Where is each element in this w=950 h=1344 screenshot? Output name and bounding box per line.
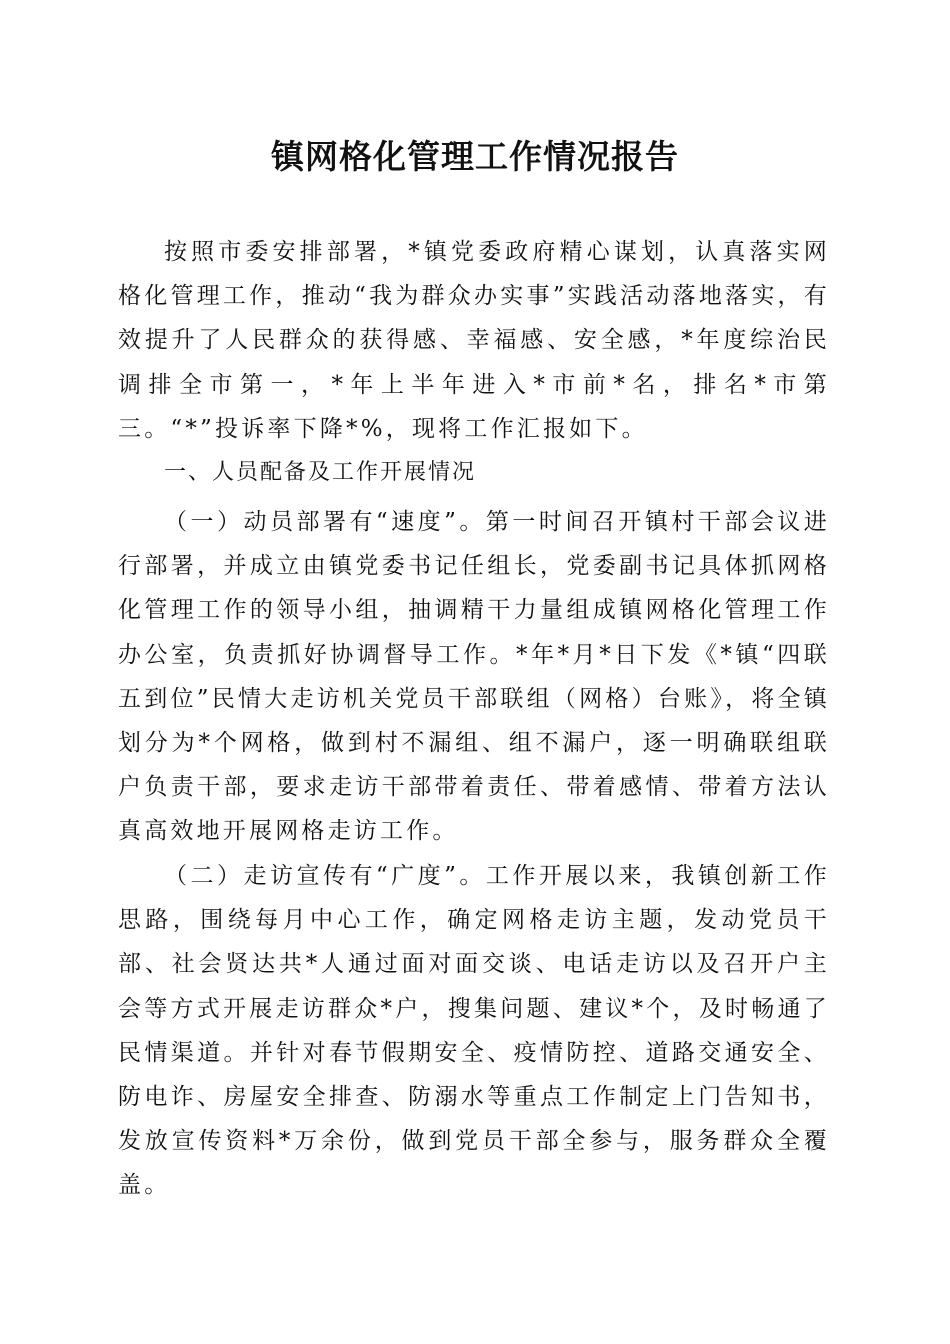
intro-paragraph: 按照市委安排部署，*镇党委政府精心谋划，认真落实网格化管理工作，推动“我为群众办实事”实践活动落地落实，有效提升了人民群众的获得感、幸福感、安全感，*年度综治民调排全市第一，*年上半年进入*市前*名，排名*市第三。“*”投诉率下降*%，现将工作汇报如下。 xyxy=(118,239,830,442)
section-heading-block xyxy=(118,451,830,495)
subsection-2-block xyxy=(118,854,830,1208)
document-title: 镇网格化管理工作情况报告 xyxy=(271,137,679,176)
intro-paragraph-block xyxy=(118,230,830,451)
subsection-1-paragraph: （一）动员部署有“速度”。第一时间召开镇村干部会议进行部署，并成立由镇党委书记任组长，党委副书记具体抓网格化管理工作的领导小组，抽调精干力量组成镇网格化管理工作办公室，负责抓好协调督导工作。*年*月*日下发《*镇“四联五到位”民情大走访机关党员干部联组（网格）台账》，将全镇划分为*个网格，做到村不漏组、组不漏户，逐一明确联组联户负责干部，要求走访干部带着责任、带着感情、带着方法认真高效地开展网格走访工作。 xyxy=(118,509,830,845)
section-1-heading: 一、人员配备及工作开展情况 xyxy=(164,460,477,485)
subsection-1-block xyxy=(118,500,830,854)
subsection-2-paragraph: （二）走访宣传有“广度”。工作开展以来，我镇创新工作思路，围绕每月中心工作，确定网格走访主题，发动党员干部、社会贤达共*人通过面对面交谈、电话走访以及召开户主会等方式开展走访群众*户，搜集问题、建议*个，及时畅通了民情渠道。并针对春节假期安全、疫情防控、道路交通安全、防电诈、房屋安全排查、防溺水等重点工作制定上门告知书，发放宣传资料*万余份，做到党员干部全参与，服务群众全覆盖。 xyxy=(118,863,830,1199)
